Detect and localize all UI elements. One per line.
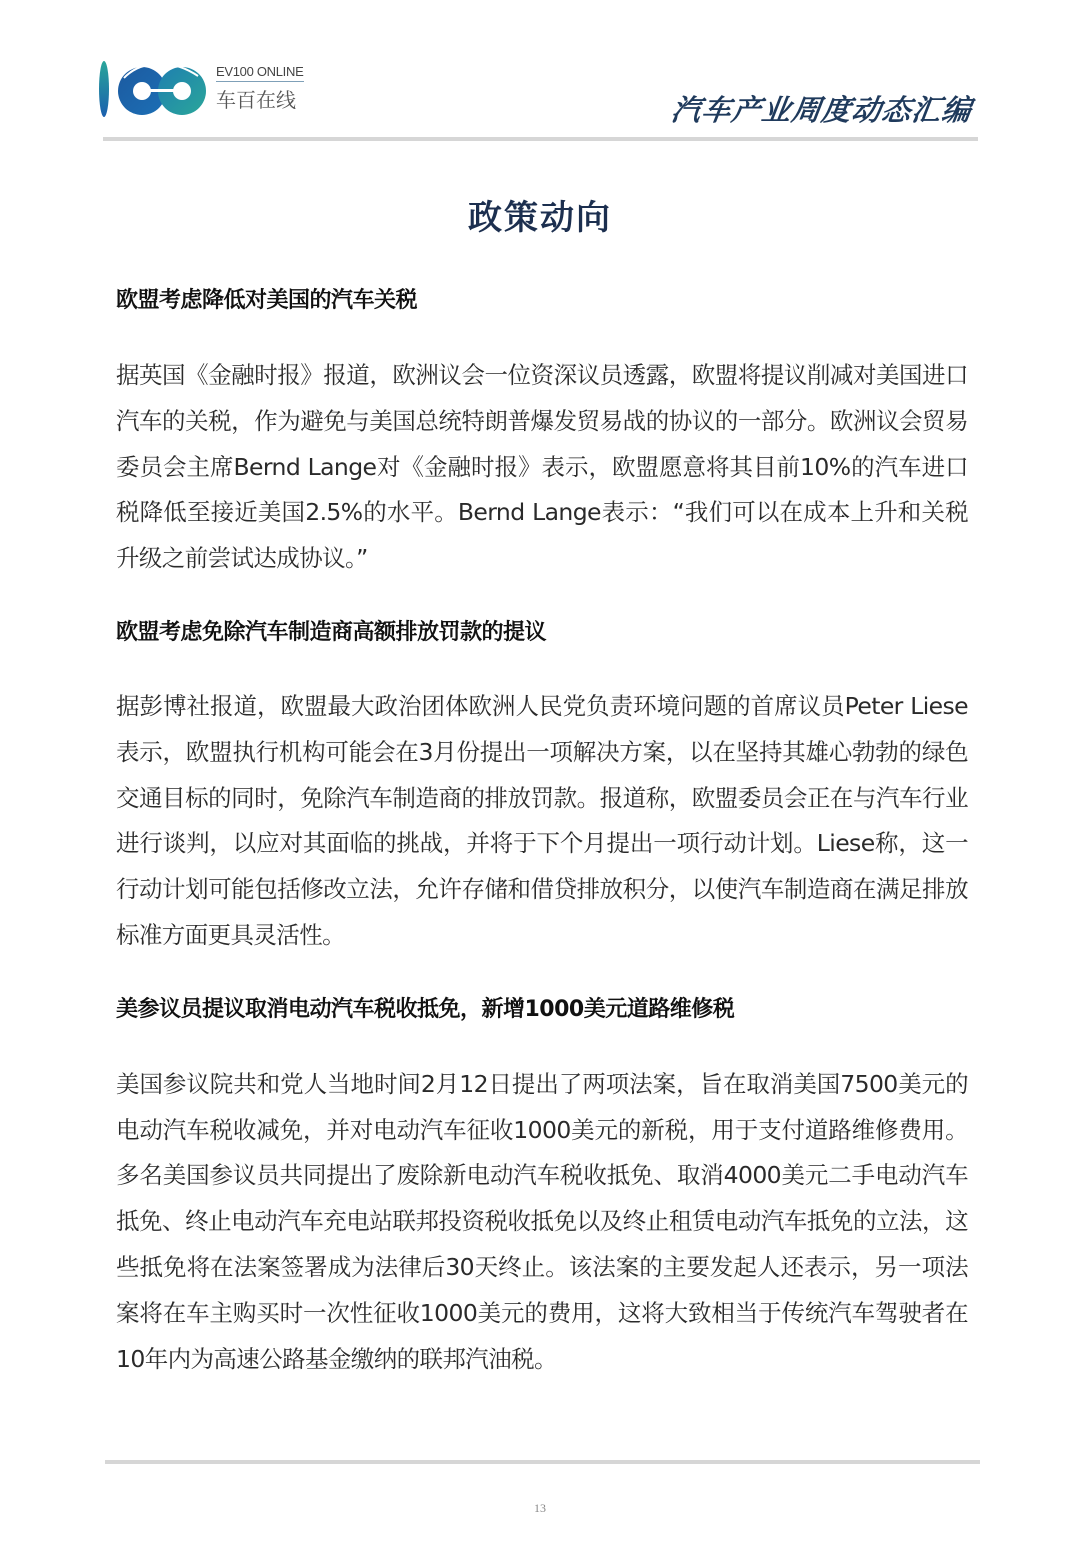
page-title: 政策动向 [468,198,612,238]
article-list [116,280,968,1382]
article-eu-emission-fines [116,612,968,959]
page-header [0,0,1080,150]
article-us-ev-tax [116,989,968,1383]
article-body: 据英国《金融时报》报道，欧洲议会一位资深议员透露，欧盟将提议削减对美国进口汽车的关税，作为避免与美国总统特朗普爆发贸易战的协议的一部分。欧洲议会贸易委员会主席Bernd Lange对《金融时报》表示，欧盟愿意将其目前10%的汽车进口税降低至接近美国2.5%的水平。Bernd Lange表示：“我们可以在成本上升和关税升级之前尝试达成协议。” [116,361,968,573]
article-body: 美国参议院共和党人当地时间2月12日提出了两项法案，旨在取消美国7500美元的电动汽车税收减免，并对电动汽车征收1000美元的新税，用于支付道路维修费用。多名美国参议员共同提出了废除新电动汽车税收抵免、取消4000美元二手电动汽车抵免、终止电动汽车充电站联邦投资税收抵免以及终止租赁电动汽车抵免的立法，这些抵免将在法案签署成为法律后30天终止。该法案的主要发起人还表示，另一项法案将在车主购买时一次性征收1000美元的费用，这将大致相当于传统汽车驾驶者在10年内为高速公路基金缴纳的联邦汽油税。 [116,1069,968,1373]
header-divider [103,137,978,141]
page-number: 13 [534,1501,546,1515]
article-heading: 美参议员提议取消电动汽车税收抵免，新增1000美元道路维修税 [116,996,735,1022]
article-heading: 欧盟考虑降低对美国的汽车关税 [116,288,418,313]
logo-icon [98,58,210,120]
brand-name-cn: 车百在线 [216,88,296,112]
article-body: 据彭博社报道，欧盟最大政治团体欧洲人民党负责环境问题的首席议员Peter Liese表示，欧盟执行机构可能会在3月份提出一项解决方案，以在坚持其雄心勃勃的绿色交通目标的同时，免除汽车制造商的排放罚款。报道称，欧盟委员会正在与汽车行业进行谈判，以应对其面临的挑战，并将于下个月提出一项行动计划。Liese称，这一行动计划可能包括修改立法，允许存储和借贷排放积分，以使汽车制造商在满足排放标准方面更具灵活性。 [116,691,968,949]
article-heading: 欧盟考虑免除汽车制造商高额排放罚款的提议 [116,619,547,645]
publication-title: 汽车产业周度动态汇编 [669,93,975,127]
brand-name [216,64,304,113]
article-eu-tariff [116,280,968,582]
brand-name-en: EV100 ONLINE [216,64,304,82]
footer-divider [105,1460,980,1464]
